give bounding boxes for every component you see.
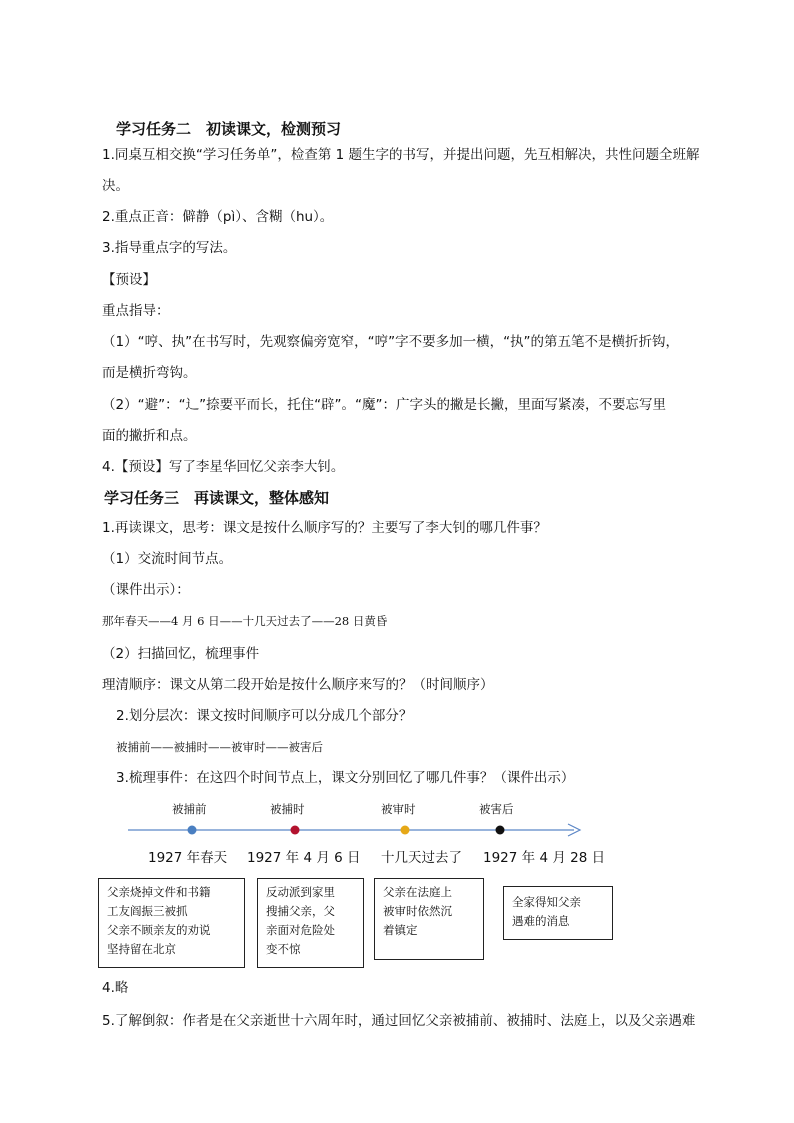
stage-date-1: 1927 年春天: [148, 850, 228, 866]
event-1-line-4: 坚持留在北京: [107, 942, 176, 956]
event-3-line-3: 着镇定: [383, 923, 418, 937]
task3-s2: （2）扫描回忆，梳理事件: [102, 646, 260, 662]
task2-p4: 4.【预设】写了李星华回忆父亲李大钊。: [102, 459, 345, 475]
task3-q3: 3.梳理事件：在这四个时间节点上，课文分别回忆了哪几件事？（课件出示）: [116, 770, 575, 786]
task2-g2-line2: 面的撇折和点。: [102, 428, 197, 444]
task3-parts-text: 被捕前——被捕时——被审时——被害后: [116, 740, 323, 754]
task3-clarify: 理清顺序：课文从第二段开始是按什么顺序来写的？（时间顺序）: [102, 677, 494, 693]
task2-p2: 2.重点正音：僻静（pì）、含糊（hu）。: [102, 209, 334, 225]
task2-heading: 学习任务二 初读课文，检测预习: [116, 120, 342, 138]
task3-heading: 学习任务三 再读课文，整体感知: [104, 489, 330, 507]
event-1-line-3: 父亲不顾亲友的劝说: [107, 923, 211, 937]
event-1-line-2: 工友阎振三被抓: [107, 904, 188, 918]
task2-guide: 重点指导：: [102, 303, 170, 319]
task2-g1-line2: 而是横折弯钩。: [102, 365, 197, 381]
task3-q5: 5.了解倒叙：作者是在父亲逝世十六周年时，通过回忆父亲被捕前、被捕时、法庭上，以及父亲遇难: [102, 1013, 696, 1029]
event-box-3: [374, 878, 484, 960]
event-1-line-1: 父亲烧掉文件和书籍: [107, 885, 211, 899]
task2-g2-line1: （2）“避”：“辶”捺要平而长，托住“辟”。“魔”：广字头的撇是长撇，里面写紧凑，不要忘写里: [102, 397, 667, 413]
timeline-dot-3: [401, 826, 410, 835]
timeline-dot-2: [291, 826, 300, 835]
task3-q2: 2.划分层次：课文按时间顺序可以分成几个部分？: [116, 708, 413, 724]
event-2-line-4: 变不惊: [266, 942, 301, 956]
stage-date-4: 1927 年 4 月 28 日: [483, 850, 606, 866]
event-box-2: [257, 878, 364, 968]
event-3-line-2: 被审时依然沉: [383, 904, 452, 918]
task3-q4: 4.略: [102, 980, 129, 996]
task3-s1: （1）交流时间节点。: [102, 551, 233, 567]
task2-p1-line2: 决。: [102, 178, 129, 194]
stage-label-1: 被捕前: [172, 802, 207, 816]
task2-p3: 3.指导重点字的写法。: [102, 240, 237, 256]
timeline-diagram: [0, 790, 794, 850]
task3-q1: 1.再读课文，思考：课文是按什么顺序写的？主要写了李大钊的哪几件事？: [102, 520, 547, 536]
task2-preset: 【预设】: [102, 272, 156, 288]
event-2-line-3: 亲面对危险处: [266, 923, 335, 937]
timeline-dot-1: [188, 826, 197, 835]
task2-g1-line1: （1）“哼、执”在书写时，先观察偏旁宽窄，“哼”字不要多加一横，“执”的第五笔不是横折折钩，: [102, 334, 680, 350]
event-2-line-1: 反动派到家里: [266, 885, 335, 899]
task3-show1: （课件出示）：: [102, 582, 190, 598]
stage-date-3: 十几天过去了: [381, 850, 462, 866]
event-box-4: [503, 886, 613, 940]
stage-date-2: 1927 年 4 月 6 日: [247, 850, 361, 866]
event-box-1: [98, 878, 245, 968]
event-4-line-2: 遇难的消息: [512, 914, 570, 928]
task2-p1-line1: 1.同桌互相交换“学习任务单”，检查第 1 题生字的书写，并提出问题，先互相解决，共性问题全班解: [102, 147, 700, 163]
timeline-dot-4: [496, 826, 505, 835]
task3-timeline-text: 那年春天——4 月 6 日——十几天过去了——28 日黄昏: [102, 614, 388, 628]
stage-label-3: 被审时: [381, 802, 416, 816]
event-2-line-2: 搜捕父亲，父: [266, 904, 335, 918]
stage-label-2: 被捕时: [270, 802, 305, 816]
event-3-line-1: 父亲在法庭上: [383, 885, 452, 899]
stage-label-4: 被害后: [479, 802, 514, 816]
event-4-line-1: 全家得知父亲: [512, 895, 581, 909]
